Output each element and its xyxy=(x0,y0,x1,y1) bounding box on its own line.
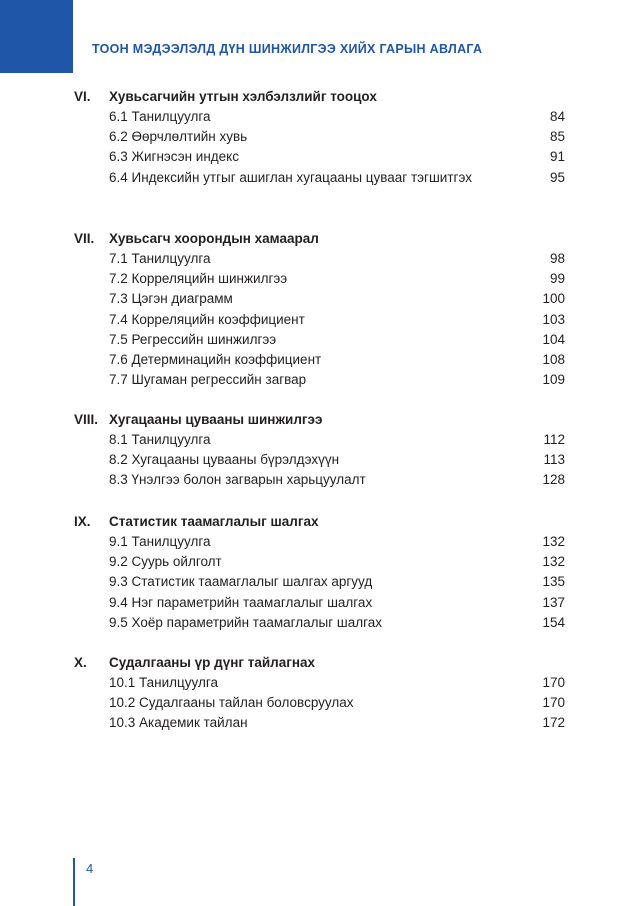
toc-entry[interactable] xyxy=(0,370,638,390)
entry-label: 6.4 Индексийн утгыг ашиглан хугацааны цувааг тэгшитгэх xyxy=(109,169,472,185)
entry-page-number: 170 xyxy=(542,675,565,690)
toc-entry[interactable] xyxy=(0,450,638,470)
toc-section-vii xyxy=(0,229,638,390)
entry-label: 10.1 Танилцуулга xyxy=(109,675,218,690)
toc-entry[interactable] xyxy=(0,470,638,490)
entry-label: 7.7 Шугаман регрессийн загвар xyxy=(109,372,307,388)
entry-label: 9.2 Суурь ойлголт xyxy=(109,554,222,570)
section-heading[interactable] xyxy=(0,653,638,673)
toc-entry[interactable] xyxy=(0,289,638,309)
entry-label: 6.1 Танилцуулга xyxy=(109,109,211,124)
entry-label: 9.3 Статистик таамаглалыг шалгах аргууд xyxy=(109,574,373,590)
entry-label: 9.4 Нэг параметрийн таамаглалыг шалгах xyxy=(109,594,373,610)
entry-page-number: 109 xyxy=(542,372,565,388)
toc-entry[interactable] xyxy=(0,107,638,127)
toc-section-x xyxy=(0,653,638,734)
section-heading[interactable] xyxy=(0,229,638,249)
entry-page-number: 103 xyxy=(542,311,565,327)
toc-section-ix xyxy=(0,512,638,633)
entry-page-number: 85 xyxy=(549,129,565,145)
section-title: Статистик таамаглалыг шалгах xyxy=(109,514,319,529)
toc-entry[interactable] xyxy=(0,572,638,592)
toc-entry[interactable] xyxy=(0,249,638,269)
footer-accent-bar xyxy=(73,858,75,906)
toc-entry[interactable] xyxy=(0,532,638,552)
toc-entry[interactable] xyxy=(0,269,638,289)
entry-label: 9.1 Танилцуулга xyxy=(109,534,211,549)
toc-entry[interactable] xyxy=(0,693,638,713)
entry-label: 7.3 Цэгэн диаграмм xyxy=(109,291,233,307)
entry-label: 6.3 Жигнэсэн индекс xyxy=(109,149,239,165)
entry-page-number: 100 xyxy=(542,291,565,307)
entry-label: 6.2 Өөрчлөлтийн хувь xyxy=(109,129,248,145)
toc-entry[interactable] xyxy=(0,310,638,330)
entry-page-number: 84 xyxy=(549,109,565,124)
toc-entry[interactable] xyxy=(0,430,638,450)
entry-page-number: 128 xyxy=(542,472,565,488)
entry-label: 7.2 Корреляцийн шинжилгээ xyxy=(109,271,288,287)
toc-section-vi xyxy=(0,87,638,188)
toc-entry[interactable] xyxy=(0,147,638,167)
toc-section-viii xyxy=(0,410,638,491)
entry-label: 7.6 Детерминацийн коэффициент xyxy=(109,351,322,367)
entry-label: 8.1 Танилцуулга xyxy=(109,432,211,447)
section-title: Хувьсагч хоорондын хамаарал xyxy=(109,231,319,246)
running-header-title: ТООН МЭДЭЭЛЭЛД ДҮН ШИНЖИЛГЭЭ ХИЙХ ГАРЫН АВЛАГА xyxy=(92,42,483,56)
entry-label: 7.4 Корреляцийн коэффициент xyxy=(109,311,305,327)
page-number: 4 xyxy=(86,861,94,876)
section-number: VIII. xyxy=(74,412,99,427)
section-heading[interactable] xyxy=(0,410,638,430)
section-number: X. xyxy=(74,655,87,670)
entry-label: 7.5 Регрессийн шинжилгээ xyxy=(109,331,277,347)
toc-entry[interactable] xyxy=(0,613,638,633)
section-number: IX. xyxy=(74,514,91,529)
entry-page-number: 98 xyxy=(549,251,565,266)
entry-label: 8.2 Хугацааны цувааны бүрэлдэхүүн xyxy=(109,452,340,468)
entry-page-number: 137 xyxy=(542,594,565,610)
entry-page-number: 99 xyxy=(549,271,565,287)
entry-label: 10.3 Академик тайлан xyxy=(109,715,248,731)
entry-page-number: 170 xyxy=(542,695,565,711)
toc-entry[interactable] xyxy=(0,127,638,147)
entry-label: 8.3 Үнэлгээ болон загварын харьцуулалт xyxy=(109,472,366,488)
section-title: Судалгааны үр дүнг тайлагнах xyxy=(109,655,316,670)
entry-page-number: 154 xyxy=(542,614,565,630)
section-heading[interactable] xyxy=(0,87,638,107)
section-title: Хугацааны цувааны шинжилгээ xyxy=(109,412,323,427)
entry-page-number: 112 xyxy=(543,432,565,447)
entry-page-number: 172 xyxy=(542,715,565,731)
entry-page-number: 91 xyxy=(549,149,565,165)
toc-entry[interactable] xyxy=(0,713,638,733)
entry-page-number: 104 xyxy=(542,331,565,347)
section-title: Хувьсагчийн утгын хэлбэлзлийг тооцох xyxy=(109,89,377,104)
section-heading[interactable] xyxy=(0,512,638,532)
entry-page-number: 135 xyxy=(542,574,565,590)
entry-page-number: 108 xyxy=(542,351,565,367)
entry-page-number: 132 xyxy=(542,534,565,549)
entry-page-number: 95 xyxy=(549,169,565,185)
toc-entry[interactable] xyxy=(0,673,638,693)
entry-page-number: 132 xyxy=(542,554,565,570)
toc-entry[interactable] xyxy=(0,168,638,188)
toc-entry[interactable] xyxy=(0,552,638,572)
section-number: VII. xyxy=(74,231,95,246)
section-number: VI. xyxy=(74,89,91,104)
toc-entry[interactable] xyxy=(0,593,638,613)
toc-entry[interactable] xyxy=(0,350,638,370)
entry-label: 9.5 Хоёр параметрийн таамаглалыг шалгах xyxy=(109,614,383,630)
entry-label: 10.2 Судалгааны тайлан боловсруулах xyxy=(109,695,354,711)
entry-page-number: 113 xyxy=(543,452,565,468)
entry-label: 7.1 Танилцуулга xyxy=(109,251,211,266)
toc-entry[interactable] xyxy=(0,330,638,350)
